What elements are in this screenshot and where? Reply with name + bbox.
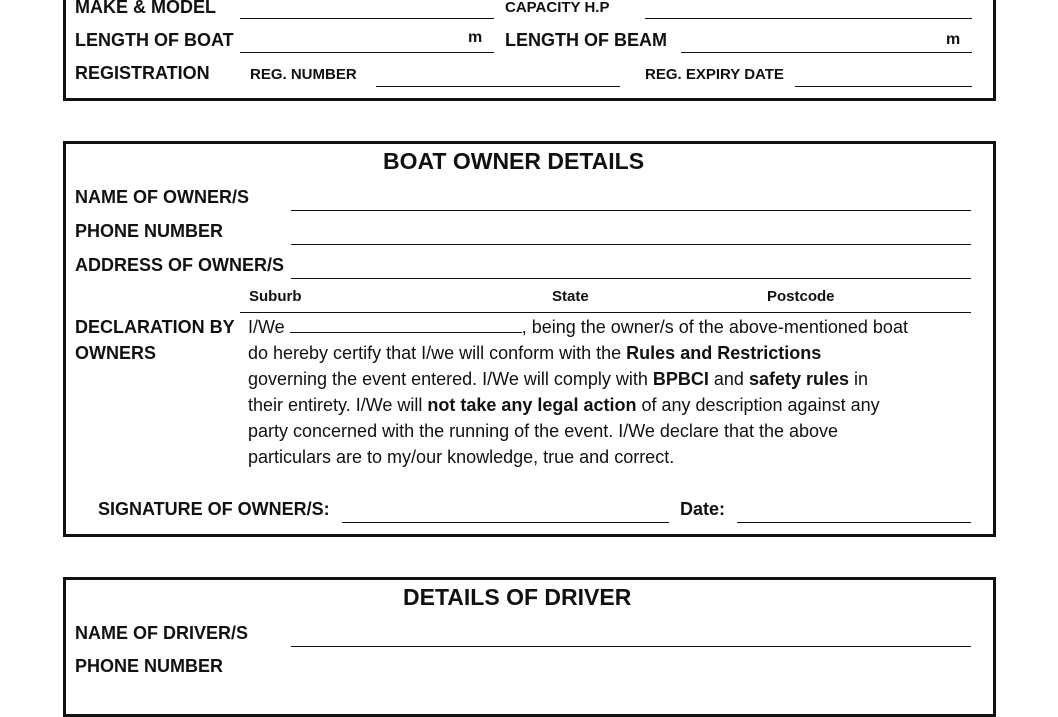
registration-label: REGISTRATION bbox=[75, 63, 210, 83]
owner-phone-label: PHONE NUMBER bbox=[75, 221, 224, 241]
driver-section-title: DETAILS OF DRIVER bbox=[403, 584, 632, 610]
make-model-label: MAKE & MODEL bbox=[75, 0, 216, 17]
declaration-line-4: their entirety. I/We will not take any legal action of any description against any bbox=[248, 395, 880, 415]
length-boat-label: LENGTH OF BOAT bbox=[75, 30, 234, 50]
owner-section-title: BOAT OWNER DETAILS bbox=[383, 148, 645, 174]
declaration-line-2: do hereby certify that I/we will conform with the Rules and Restrictions bbox=[248, 343, 822, 363]
owner-name-label: NAME OF OWNER/S bbox=[75, 187, 249, 207]
date-field[interactable] bbox=[737, 522, 971, 523]
suburb-label: Suburb bbox=[249, 288, 302, 305]
reg-number-field[interactable] bbox=[376, 86, 620, 87]
declaration-label-1: DECLARATION BY bbox=[75, 317, 235, 337]
state-label: State bbox=[552, 288, 589, 305]
declaration-line-6: particulars are to my/our knowledge, true and correct. bbox=[248, 447, 675, 467]
driver-phone-label: PHONE NUMBER bbox=[75, 656, 224, 676]
capacity-label: CAPACITY H.P bbox=[505, 0, 610, 16]
declaration-line-3: governing the event entered. I/We will comply with BPBCI and safety rules in bbox=[248, 369, 869, 389]
declaration-label-2: OWNERS bbox=[75, 343, 156, 363]
driver-name-field[interactable] bbox=[291, 646, 971, 647]
length-beam-label: LENGTH OF BEAM bbox=[505, 30, 667, 50]
reg-number-label: REG. NUMBER bbox=[250, 66, 357, 83]
capacity-field[interactable] bbox=[645, 18, 972, 19]
postcode-label: Postcode bbox=[767, 288, 835, 305]
declaration-line-1: I/We , being the owner/s of the above-mentioned boat bbox=[248, 314, 908, 340]
owner-address-field[interactable] bbox=[291, 278, 971, 279]
owner-address-line-2[interactable] bbox=[240, 312, 971, 313]
make-model-field[interactable] bbox=[240, 18, 494, 19]
owner-phone-field[interactable] bbox=[291, 244, 971, 245]
date-label: Date: bbox=[680, 499, 726, 519]
length-boat-field[interactable] bbox=[240, 52, 494, 53]
signature-label: SIGNATURE OF OWNER/S: bbox=[98, 499, 330, 519]
owner-name-field[interactable] bbox=[291, 210, 971, 211]
length-boat-unit: m bbox=[468, 29, 483, 46]
owner-address-label: ADDRESS OF OWNER/S bbox=[75, 255, 285, 275]
reg-expiry-field[interactable] bbox=[795, 86, 972, 87]
length-beam-unit: m bbox=[946, 31, 961, 48]
signature-field[interactable] bbox=[342, 522, 669, 523]
declarant-name-blank[interactable] bbox=[290, 314, 522, 333]
driver-name-label: NAME OF DRIVER/S bbox=[75, 623, 249, 643]
length-beam-field[interactable] bbox=[681, 52, 972, 53]
declaration-line-5: party concerned with the running of the event. I/We declare that the above bbox=[248, 421, 839, 441]
reg-expiry-label: REG. EXPIRY DATE bbox=[645, 66, 784, 83]
declaration-text bbox=[248, 314, 908, 470]
